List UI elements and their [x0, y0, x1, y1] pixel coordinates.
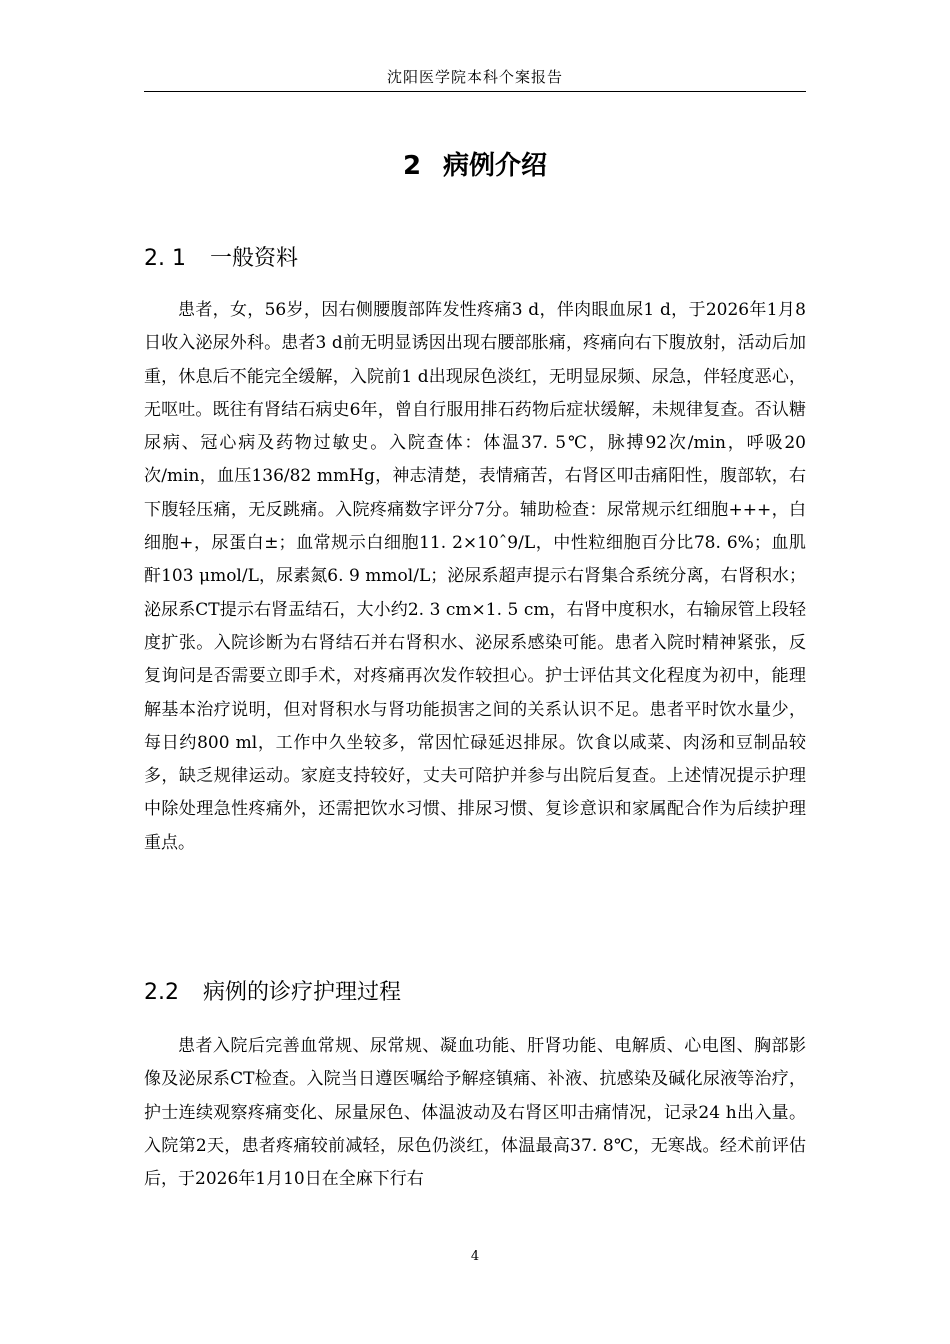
- page-number: 4: [470, 1249, 480, 1264]
- section-heading: [144, 244, 806, 274]
- section-number: 2. 1: [144, 246, 186, 271]
- body-paragraph: 患者，女，56岁，因右侧腰腹部阵发性疼痛3 d，伴肉眼血尿1 d，于2026年1月8日收入泌尿外科。患者3 d前无明显诱因出现右腰部胀痛，疼痛向右下腹放射，活动后加重，休息后不能完全缓解，入院前1 d出现尿色淡红，无明显尿频、尿急，伴轻度恶心，无呕吐。既往有肾结石病史6年，曾自行服用排石药物后症状缓解，未规律复查。否认糖尿病、冠心病及药物过敏史。入院查体：体温37. 5℃，脉搏92次/min，呼吸20次/min，血压136/82 mmHg，神志清楚，表情痛苦，右肾区叩击痛阳性，腹部软，右下腹轻压痛，无反跳痛。入院疼痛数字评分7分。辅助检查：尿常规示红细胞+++，白细胞+，尿蛋白±；血常规示白细胞11. 2×10ˆ9/L，中性粒细胞百分比78. 6%；血肌酐103 μmol/L，尿素氮6. 9 mmol/L；泌尿系超声提示右肾集合系统分离，右肾积水；泌尿系CT提示右肾盂结石，大小约2. 3 cm×1. 5 cm，右肾中度积水，右输尿管上段轻度扩张。入院诊断为右肾结石并右肾积水、泌尿系感染可能。患者入院时精神紧张，反复询问是否需要立即手术，对疼痛再次发作较担心。护士评估其文化程度为初中，能理解基本治疗说明，但对肾积水与肾功能损害之间的关系认识不足。患者平时饮水量少，每日约800 ml，工作中久坐较多，常因忙碌延迟排尿。饮食以咸菜、肉汤和豆制品较多，缺乏规律运动。家庭支持较好，丈夫可陪护并参与出院后复查。上述情况提示护理中除处理急性疼痛外，还需把饮水习惯、排尿习惯、复诊意识和家属配合作为后续护理重点。: [144, 300, 806, 853]
- section-title: 一般资料: [209, 246, 298, 271]
- header-divider: [144, 91, 806, 92]
- running-header: 沈阳医学院本科个案报告: [386, 68, 563, 86]
- chapter-title: [144, 148, 806, 184]
- section-heading: [144, 978, 806, 1008]
- body-paragraph: 患者入院后完善血常规、尿常规、凝血功能、肝肾功能、电解质、心电图、胸部影像及泌尿系CT检查。入院当日遵医嘱给予解痉镇痛、补液、抗感染及碱化尿液等治疗，护士连续观察疼痛变化、尿量尿色、体温波动及右肾区叩击痛情况，记录24 h出入量。入院第2天，患者疼痛较前减轻，尿色仍淡红，体温最高37. 8℃，无寒战。经术前评估后，于2026年1月10日在全麻下行右: [144, 1036, 806, 1190]
- section-title: 病例的诊疗护理过程: [203, 980, 402, 1005]
- chapter-title-text: 病例介绍: [443, 151, 548, 181]
- chapter-number: 2: [402, 151, 422, 181]
- section-number: 2.2: [144, 980, 179, 1005]
